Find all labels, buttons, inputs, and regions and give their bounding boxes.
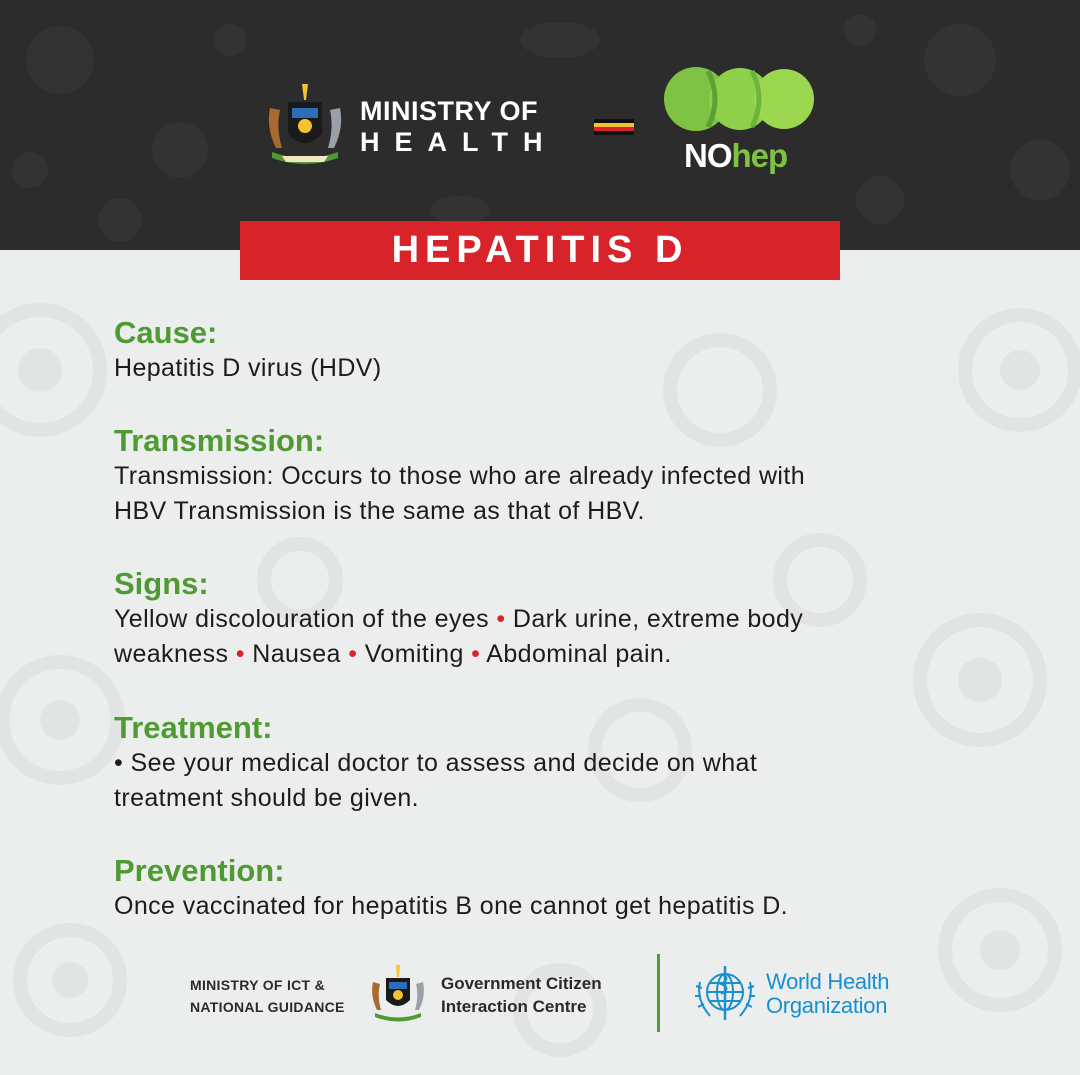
- treatment-heading: Treatment:: [114, 710, 273, 745]
- nohep-logo-text: [684, 137, 787, 175]
- sign-item: Dark urine, extreme body: [512, 605, 804, 633]
- section-treatment: [114, 710, 994, 816]
- gcic-line2: Interaction Centre: [441, 997, 587, 1016]
- footer-divider: [657, 954, 660, 1032]
- who-line1: World Health: [766, 969, 890, 994]
- sign-item: Yellow discolouration of the eyes: [114, 605, 490, 633]
- ict-line1: MINISTRY OF ICT &: [190, 977, 325, 993]
- page-title: HEPATITIS D: [240, 221, 840, 280]
- transmission-heading: Transmission:: [114, 423, 325, 458]
- ministry-title-line1: MINISTRY OF: [360, 96, 539, 126]
- who-label: [766, 970, 889, 1018]
- who-emblem-icon: [692, 962, 758, 1024]
- treatment-line2: treatment should be given.: [114, 784, 420, 812]
- transmission-line1: Transmission: Occurs to those who are already infected with: [114, 462, 806, 490]
- uganda-coat-of-arms-icon: [262, 78, 348, 168]
- prevention-heading: Prevention:: [114, 853, 285, 888]
- sign-item: Nausea: [252, 640, 341, 668]
- section-transmission: [114, 423, 994, 529]
- sign-item: Abdominal pain.: [486, 640, 672, 668]
- nohep-no: NO: [684, 137, 732, 174]
- signs-heading: Signs:: [114, 566, 209, 601]
- ministry-title-line2: HEALTH: [360, 127, 558, 157]
- uganda-flag-icon: [594, 119, 634, 135]
- bullet-dot: •: [471, 640, 481, 668]
- cause-heading: Cause:: [114, 315, 218, 350]
- gcic-line1: Government Citizen: [441, 974, 602, 993]
- cause-text: Hepatitis D virus (HDV): [114, 354, 382, 382]
- sign-item: Vomiting: [364, 640, 464, 668]
- prevention-text: Once vaccinated for hepatitis B one cannot get hepatitis D.: [114, 892, 788, 920]
- uganda-coat-of-arms-icon: [368, 962, 428, 1024]
- virus-pattern-dark: [0, 0, 1080, 250]
- section-prevention: [114, 853, 994, 924]
- transmission-line2: HBV Transmission is the same as that of HBV.: [114, 497, 645, 525]
- signs-line1: [114, 602, 994, 637]
- nohep-logo-circles-icon: [664, 66, 818, 132]
- who-line2: Organization: [766, 993, 888, 1018]
- signs-line2: [114, 637, 994, 672]
- sign-item: weakness: [114, 640, 229, 668]
- bullet-dot: •: [496, 605, 506, 633]
- ministry-ict-label: [190, 974, 345, 1018]
- nohep-hep: hep: [731, 137, 788, 174]
- bullet-dot: •: [235, 640, 245, 668]
- header-band: [0, 0, 1080, 250]
- bullet-dot: •: [348, 640, 358, 668]
- treatment-line1: • See your medical doctor to assess and decide on what: [114, 749, 758, 777]
- ict-line2: NATIONAL GUIDANCE: [190, 999, 345, 1015]
- section-signs: [114, 566, 994, 672]
- section-cause: [114, 315, 994, 386]
- gcic-label: [441, 972, 602, 1018]
